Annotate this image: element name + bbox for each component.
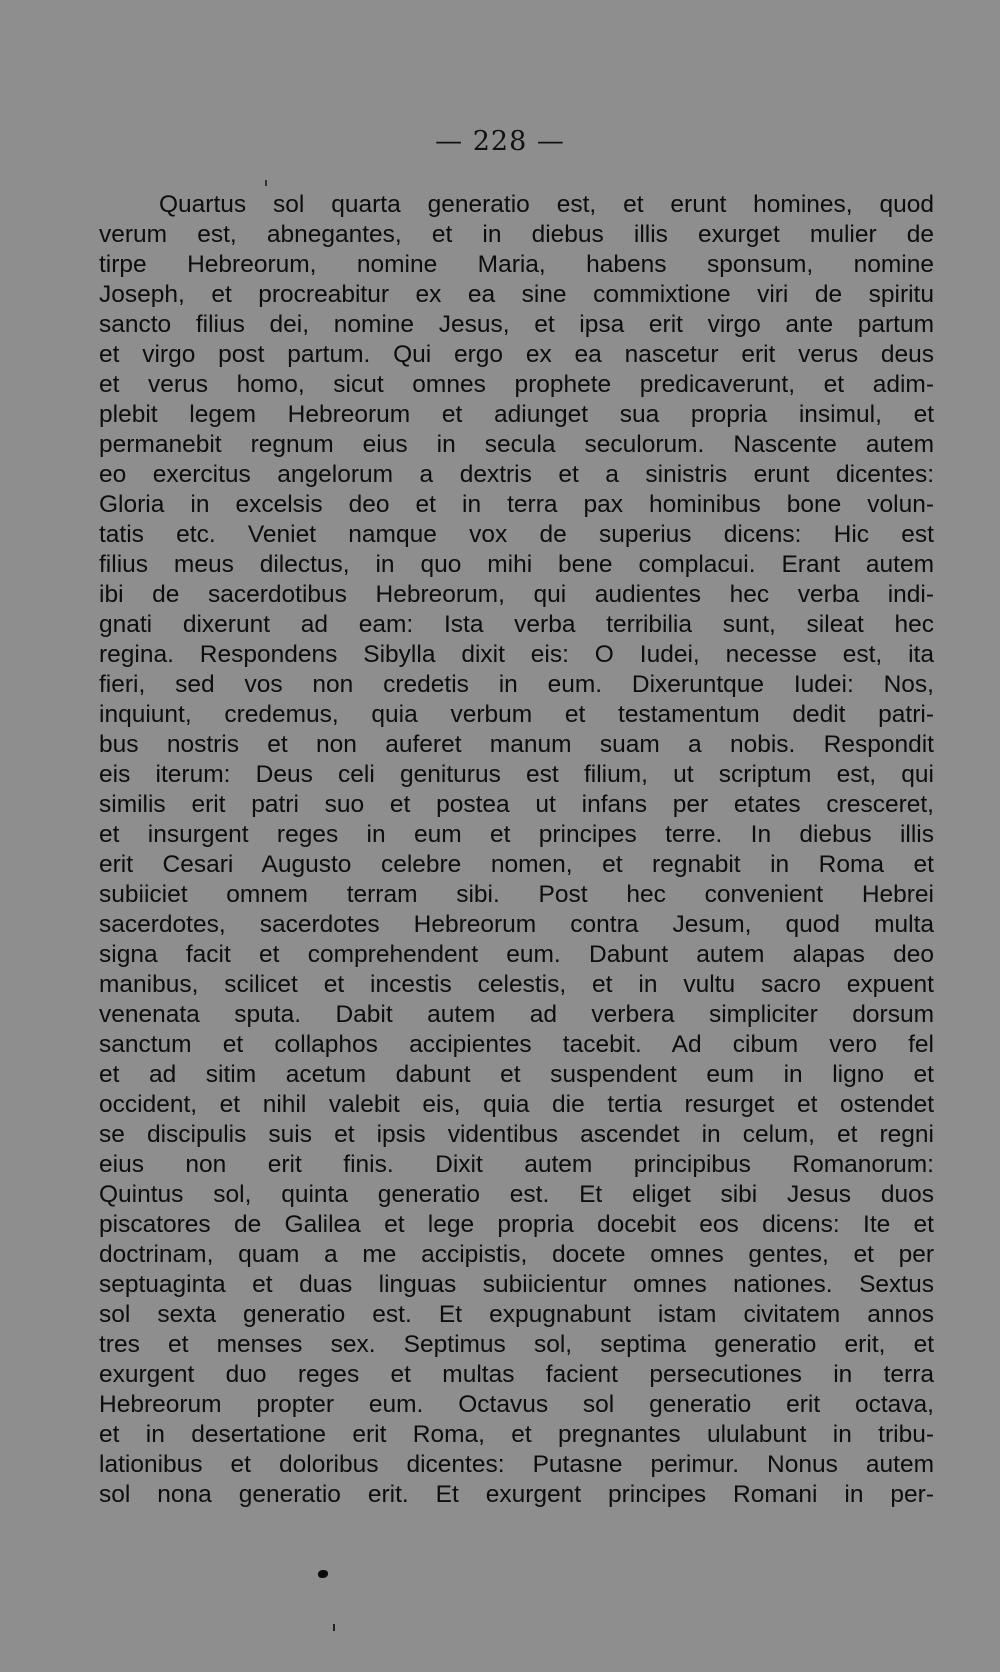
text-line: et virgo post partum. Qui ergo ex ea nascetur erit verus deus: [99, 341, 934, 368]
text-line: erit Cesari Augusto celebre nomen, et regnabit in Roma et: [99, 851, 934, 878]
text-line: similis erit patri suo et postea ut infans per etates cresceret,: [99, 791, 934, 818]
page-number: — 228 —: [435, 126, 565, 157]
text-line: inquiunt, credemus, quia verbum et testamentum dedit patri-: [99, 701, 934, 728]
text-line: eis iterum: Deus celi geniturus est filium, ut scriptum est, qui: [99, 761, 934, 788]
text-line: sol nona generatio erit. Et exurgent principes Romani in per-: [99, 1481, 934, 1508]
text-line: ibi de sacerdotibus Hebreorum, qui audientes hec verba indi-: [99, 581, 934, 608]
text-line: bus nostris et non auferet manum suam a nobis. Respondit: [99, 731, 934, 758]
text-line: regina. Respondens Sibylla dixit eis: O Iudei, necesse est, ita: [99, 641, 934, 668]
text-line: occident, et nihil valebit eis, quia die tertia resurget et ostendet: [99, 1091, 934, 1118]
text-line: tatis etc. Veniet namque vox de superius dicens: Hic est: [99, 521, 934, 548]
text-line: permanebit regnum eius in secula seculorum. Nascente autem: [99, 431, 934, 458]
text-line: signa facit et comprehendent eum. Dabunt autem alapas deo: [99, 941, 934, 968]
text-line: manibus, scilicet et incestis celestis, et in vultu sacro expuent: [99, 971, 934, 998]
text-line: exurgent duo reges et multas facient persecutiones in terra: [99, 1361, 934, 1388]
text-line: et in desertatione erit Roma, et pregnantes ululabunt in tribu-: [99, 1421, 934, 1448]
text-line: tres et menses sex. Septimus sol, septima generatio erit, et: [99, 1331, 934, 1358]
ink-blot: [318, 1570, 328, 1578]
ink-speck: [333, 1624, 335, 1631]
text-line: sol sexta generatio est. Et expugnabunt istam civitatem annos: [99, 1301, 934, 1328]
text-line: sacerdotes, sacerdotes Hebreorum contra Jesum, quod multa: [99, 911, 934, 938]
text-line: plebit legem Hebreorum et adiunget sua propria insimul, et: [99, 401, 934, 428]
body-text: [99, 190, 934, 1510]
text-line: doctrinam, quam a me accipistis, docete omnes gentes, et per: [99, 1241, 934, 1268]
text-line: venenata sputa. Dabit autem ad verbera simpliciter dorsum: [99, 1001, 934, 1028]
text-line: et insurgent reges in eum et principes terre. In diebus illis: [99, 821, 934, 848]
text-line: tirpe Hebreorum, nomine Maria, habens sponsum, nomine: [99, 251, 934, 278]
text-line: Quartus sol quarta generatio est, et erunt homines, quod: [159, 191, 934, 218]
text-line: subiiciet omnem terram sibi. Post hec convenient Hebrei: [99, 881, 934, 908]
text-line: se discipulis suis et ipsis videntibus ascendet in celum, et regni: [99, 1121, 934, 1148]
text-line: gnati dixerunt ad eam: Ista verba terribilia sunt, sileat hec: [99, 611, 934, 638]
text-line: eo exercitus angelorum a dextris et a sinistris erunt dicentes:: [99, 461, 934, 488]
text-line: et verus homo, sicut omnes prophete predicaverunt, et adim-: [99, 371, 934, 398]
text-line: eius non erit finis. Dixit autem principibus Romanorum:: [99, 1151, 934, 1178]
text-line: filius meus dilectus, in quo mihi bene complacui. Erant autem: [99, 551, 934, 578]
text-line: et ad sitim acetum dabunt et suspendent eum in ligno et: [99, 1061, 934, 1088]
text-line: Joseph, et procreabitur ex ea sine commixtione viri de spiritu: [99, 281, 934, 308]
text-line: lationibus et doloribus dicentes: Putasne perimur. Nonus autem: [99, 1451, 934, 1478]
text-line: Gloria in excelsis deo et in terra pax hominibus bone volun-: [99, 491, 934, 518]
ink-speck: [265, 180, 267, 186]
text-line: verum est, abnegantes, et in diebus illis exurget mulier de: [99, 221, 934, 248]
text-line: sancto filius dei, nomine Jesus, et ipsa erit virgo ante partum: [99, 311, 934, 338]
text-line: Hebreorum propter eum. Octavus sol generatio erit octava,: [99, 1391, 934, 1418]
text-line: septuaginta et duas linguas subiicientur omnes nationes. Sextus: [99, 1271, 934, 1298]
text-line: fieri, sed vos non credetis in eum. Dixeruntque Iudei: Nos,: [99, 671, 934, 698]
text-line: sanctum et collaphos accipientes tacebit. Ad cibum vero fel: [99, 1031, 934, 1058]
text-line: piscatores de Galilea et lege propria docebit eos dicens: Ite et: [99, 1211, 934, 1238]
text-line: Quintus sol, quinta generatio est. Et eliget sibi Jesus duos: [99, 1181, 934, 1208]
